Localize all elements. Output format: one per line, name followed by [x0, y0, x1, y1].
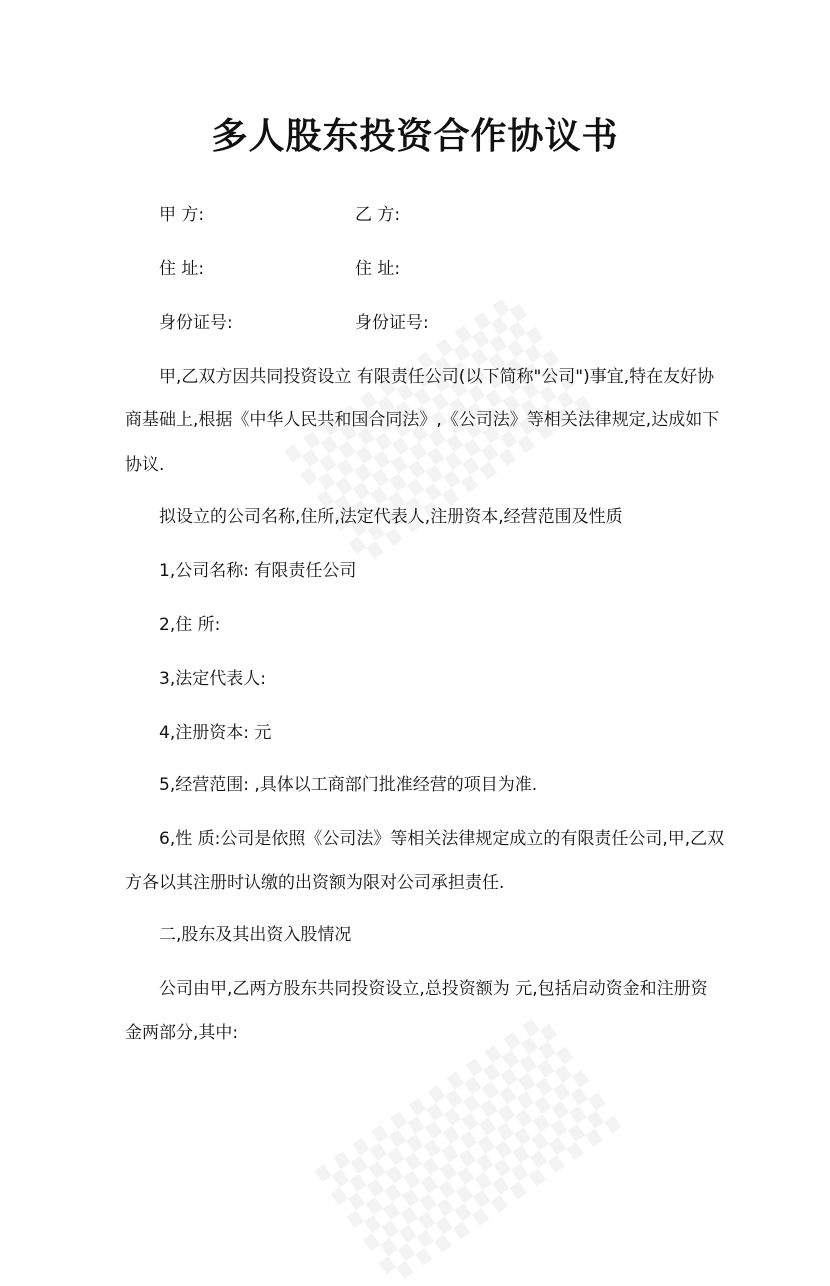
- watermark: [315, 1013, 622, 1286]
- section-heading: 拟设立的公司名称,住所,法定代表人,注册资本,经营范围及性质: [159, 507, 623, 527]
- list-item: 3,法定代表人:: [159, 669, 266, 689]
- document-title: 多人股东投资合作协议书: [211, 116, 619, 157]
- capital-paragraph-line: 金两部分,其中:: [125, 1023, 239, 1043]
- list-item: 4,注册资本: 元: [159, 723, 272, 743]
- address-b-label: 住 址:: [355, 259, 401, 279]
- intro-paragraph-line: 甲,乙双方因共同投资设立 有限责任公司(以下简称"公司")事宜,特在友好协: [159, 367, 715, 387]
- capital-paragraph-line: 公司由甲,乙两方股东共同投资设立,总投资额为 元,包括启动资金和注册资: [159, 979, 708, 999]
- party-b-label: 乙 方:: [355, 205, 401, 225]
- list-item-continuation: 方各以其注册时认缴的出资额为限对公司承担责任.: [125, 873, 505, 893]
- intro-paragraph-line: 商基础上,根据《中华人民共和国合同法》,《公司法》等相关法律规定,达成如下: [125, 410, 720, 430]
- list-item: 2,住 所:: [159, 615, 221, 635]
- list-item: 5,经营范围: ,具体以工商部门批准经营的项目为准.: [159, 775, 538, 795]
- party-a-label: 甲 方:: [159, 205, 205, 225]
- id-b-label: 身份证号:: [355, 313, 429, 333]
- intro-paragraph-line: 协议.: [125, 455, 165, 475]
- list-item: 1,公司名称: 有限责任公司: [159, 561, 357, 581]
- id-a-label: 身份证号:: [159, 313, 233, 333]
- address-a-label: 住 址:: [159, 259, 205, 279]
- section-heading: 二,股东及其出资入股情况: [159, 925, 352, 945]
- list-item: 6,性 质:公司是依照《公司法》等相关法律规定成立的有限责任公司,甲,乙双: [159, 829, 725, 849]
